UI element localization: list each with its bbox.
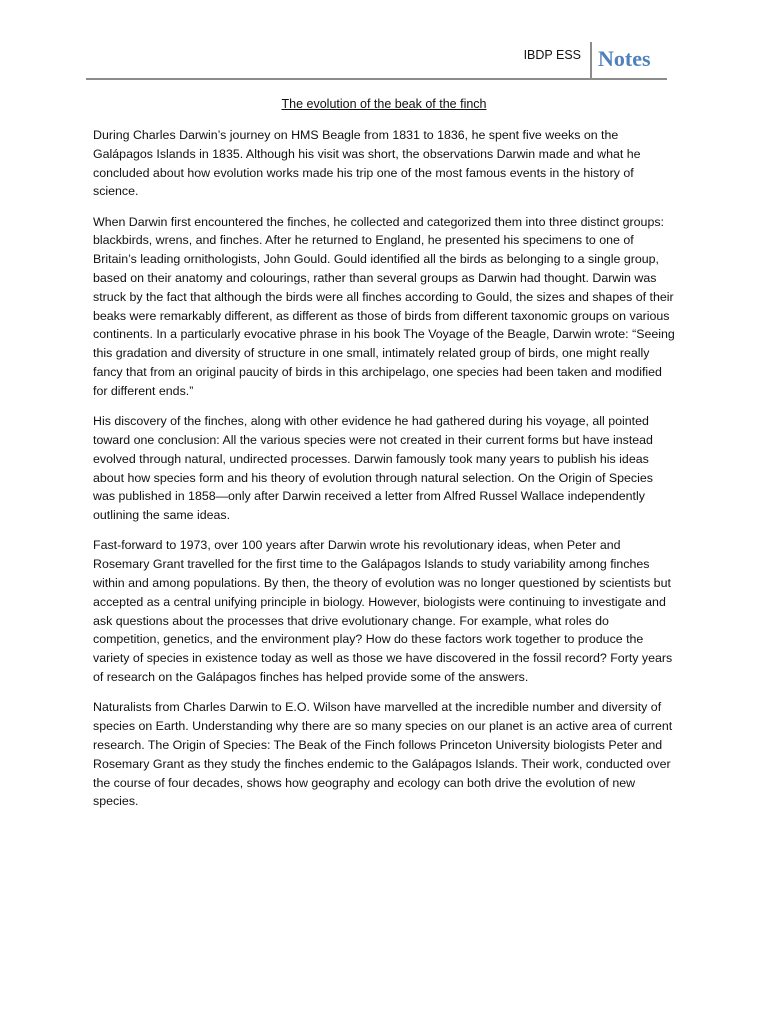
paragraph: Naturalists from Charles Darwin to E.O. Wilson have marvelled at the incredible number and diversity of species on Earth. Understanding why there are so many species on our planet is an active area of current research. The Origin of Species: The Beak of the Finch follows Princeton University biologists Peter and Rosemary Grant as they study the finches endemic to the Galápagos Islands. Their work, conducted over the course of four decades, shows how geography and ecology can both drive the evolution of new species. [93, 700, 673, 809]
paragraph: When Darwin first encountered the finches, he collected and categorized them into three distinct groups: blackbirds, wrens, and finches. After he returned to England, he presented his specimens to one of Britain’s leading ornithologists, John Gould. Gould identified all the birds as belonging to a single group, based on their anatomy and colourings, rather than several groups as Darwin had thought. Darwin was struck by the fact that although the birds were all finches according to Gould, the sizes and shapes of their beaks were remarkably different, as different as those of birds from different taxonomic groups on various continents. In a particularly evocative phrase in his book The Voyage of the Beagle, Darwin wrote: “Seeing this gradation and diversity of structure in one small, intimately related group of birds, one might really fancy that from an original paucity of birds in this archipelago, one species had been taken and modified for different ends.” [93, 214, 675, 398]
notes-label: Notes [598, 46, 651, 71]
course-label: IBDP ESS [523, 48, 581, 62]
header-divider [590, 42, 592, 78]
paragraph: His discovery of the finches, along with other evidence he had gathered during his voyage, all pointed toward one conclusion: All the various species were not created in their current forms but have instead evolved through natural, undirected processes. Darwin famously took many years to publish his ideas about how species form and his theory of evolution through natural selection. On the Origin of Species was published in 1858—only after Darwin received a letter from Alfred Russel Wallace independently outlining the same ideas. [93, 414, 653, 523]
paragraph: During Charles Darwin’s journey on HMS Beagle from 1831 to 1836, he spent five weeks on the Galápagos Islands in 1835. Although his visit was short, the observations Darwin made and what he concluded about how evolution works made his trip one of the most famous events in the history of science. [93, 128, 641, 199]
paragraph: Fast-forward to 1973, over 100 years after Darwin wrote his revolutionary ideas, when Peter and Rosemary Grant travelled for the first time to the Galápagos Islands to study variability among finches within and among populations. By then, the theory of evolution was no longer questioned by scientists but accepted as a central unifying principle in biology. However, biologists were continuing to investigate and ask questions about the processes that drive evolutionary change. For example, what roles do competition, genetics, and the environment play? How do these factors work together to produce the variety of species in existence today as well as those we have discovered in the fossil record? Forty years of research on the Galápagos finches has helped provide some of the answers. [93, 538, 673, 685]
document-body [93, 126, 678, 823]
page-header [86, 42, 667, 80]
document-title: The evolution of the beak of the finch [281, 97, 487, 111]
